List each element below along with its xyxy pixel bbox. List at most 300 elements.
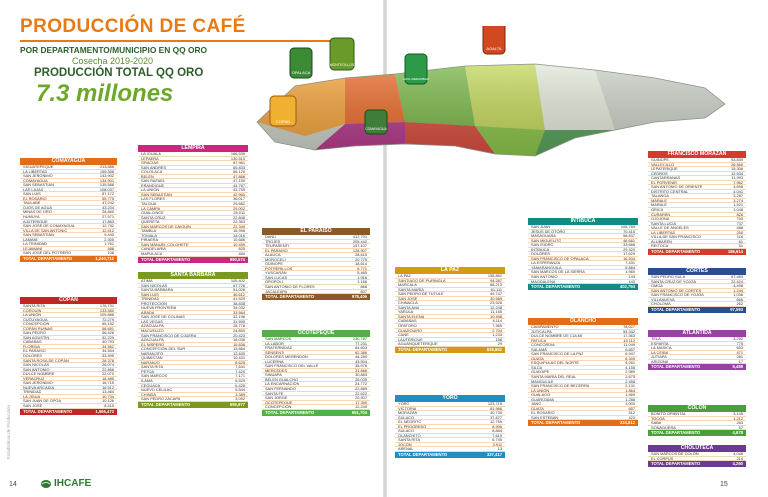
- municipality-name: SANTA CRUZ DE YOJOA: [651, 279, 697, 284]
- municipality-name: SANTA CRUZ: [141, 215, 166, 220]
- municipality-name: DOLORES MERENDÓN: [265, 355, 308, 359]
- municipality-name: DULCE NOMBRE DE CULMÍ: [531, 334, 583, 338]
- honduras-map: [235, 26, 735, 170]
- production-value: 3,145: [733, 412, 743, 416]
- municipality-name: CEDROS: [651, 171, 668, 176]
- municipality-name: NUEVA ARCADIA: [23, 385, 55, 390]
- production-value: 17,390: [355, 400, 367, 405]
- municipality-name: SABA: [651, 421, 662, 425]
- production-value: 108,037: [99, 187, 114, 192]
- production-value: 28,378: [102, 358, 114, 363]
- production-value: 22,622: [355, 391, 367, 396]
- municipality-name: SAN FRANCISCO DE OPALACA: [531, 256, 589, 261]
- total-value: 4,678: [732, 430, 743, 436]
- municipality-name: MINAS DE ORO: [23, 210, 52, 215]
- municipality-name: COLOLACA: [141, 170, 163, 174]
- municipality-name: CANE: [398, 333, 409, 337]
- municipality-name: CEGUACA: [141, 383, 161, 388]
- map-badge-copan: [270, 96, 296, 126]
- table-total-row: [138, 402, 248, 408]
- municipality-name: SAN FRANCISCO DE OJUERA: [141, 333, 197, 338]
- municipality-name: CHINDA: [141, 392, 156, 397]
- production-value: 130,787: [352, 337, 367, 341]
- total-label: TOTAL DEPARTAMENTO: [23, 408, 73, 414]
- production-value: 78,027: [623, 325, 635, 329]
- production-value: 22,424: [731, 279, 743, 284]
- municipality-name: SAN JOSÉ DE COLINAS: [141, 315, 185, 319]
- production-value: 1,469: [625, 393, 635, 398]
- production-value: 56,426: [102, 331, 114, 336]
- municipality-name: LA TRINIDAD: [23, 242, 47, 246]
- municipality-name: JUTIAPA: [651, 355, 667, 359]
- production-value: 17,363: [623, 334, 635, 339]
- municipality-name: CONCEPCIÓN: [23, 322, 50, 326]
- municipality-name: BELÉN: [141, 174, 154, 179]
- municipality-name: SENSENTI: [265, 350, 285, 355]
- production-value: 5,544: [235, 388, 245, 393]
- municipality-name: EL ROSARIO: [531, 411, 555, 415]
- map-label-comayagua: COMAYAGUA: [365, 127, 387, 131]
- production-value: 3,287: [733, 194, 743, 199]
- production-value: 34,554: [102, 349, 114, 354]
- production-value: 77,231: [355, 341, 367, 346]
- map-badge-comayagua: [365, 110, 388, 134]
- municipality-name: SANTIAGO DE PURINGLA: [398, 278, 446, 283]
- production-value: 47,150: [233, 179, 245, 184]
- municipality-name: TROJES: [265, 239, 281, 244]
- production-value: 157,107: [352, 244, 367, 249]
- municipality-name: MACUELIZO: [141, 329, 164, 333]
- production-value: 65,833: [233, 165, 245, 170]
- table-total-row: [20, 256, 117, 262]
- municipality-name: LAS FLORES: [141, 197, 166, 202]
- table-total-row: [648, 430, 746, 436]
- municipality-name: AJUTERIQUE: [23, 219, 48, 224]
- municipality-name: ALUBARÉN: [651, 239, 672, 244]
- production-value: 18,036: [233, 338, 245, 343]
- total-value: 980,574: [229, 256, 245, 262]
- production-value: 250: [736, 230, 743, 235]
- municipality-name: LA UNIÓN: [141, 188, 160, 192]
- table-ocotepeque: [262, 330, 370, 416]
- production-value: 23,928: [490, 301, 502, 306]
- production-value: 29,682: [233, 202, 245, 207]
- municipality-name: MARALE: [651, 198, 667, 203]
- production-value: 10,431: [233, 356, 245, 361]
- municipality-name: INTIBUCÁ: [531, 247, 550, 252]
- total-label: TOTAL DEPARTAMENTO: [651, 430, 701, 436]
- production-value: 1,000: [625, 402, 635, 407]
- table-header: ATLÁNTIDA: [648, 330, 746, 337]
- production-value: 43,504: [355, 359, 367, 364]
- municipality-name: GÜINOPE: [265, 262, 283, 266]
- municipality-name: OJOS DE AGUA: [23, 205, 52, 210]
- municipality-name: LA ESPERANZA: [531, 261, 561, 265]
- municipality-name: SINUAPA: [265, 373, 282, 377]
- total-value: 978,406: [351, 294, 367, 300]
- production-value: 205,442: [352, 239, 367, 244]
- production-value: 24,850: [233, 329, 245, 334]
- production-value: 46,612: [233, 292, 245, 297]
- production-value: 155,358: [99, 169, 114, 174]
- municipality-name: MANGULILE: [531, 379, 554, 384]
- production-value: 7,431: [625, 261, 635, 266]
- production-value: 27,571: [102, 215, 114, 220]
- production-value: 17,863: [102, 219, 114, 224]
- municipality-name: MAPULACA: [141, 252, 163, 256]
- municipality-name: REITOCA: [651, 244, 669, 248]
- production-value: 10,686: [233, 238, 245, 243]
- coffee-bean-icon: [40, 479, 52, 489]
- table-intibuca: [528, 218, 638, 290]
- production-value: 8,625: [235, 360, 245, 365]
- harvest-label: Cosecha 2019-2020: [72, 56, 154, 66]
- production-value: 68,213: [490, 283, 502, 288]
- table-header: COPÁN: [20, 297, 117, 304]
- table-total-row: [648, 249, 746, 255]
- production-value: 2,131: [625, 384, 635, 389]
- municipality-name: YORO: [398, 402, 410, 406]
- municipality-name: MOROCELÍ: [265, 257, 286, 262]
- municipality-name: CABAÑAS: [23, 340, 42, 344]
- municipality-name: LA PAZ: [398, 274, 411, 278]
- production-value: 6,857: [625, 347, 635, 352]
- municipality-name: SAN FRANCISCO DE LA PAZ: [531, 352, 584, 356]
- municipality-name: QUERÉTA: [141, 220, 160, 224]
- table-total-row: [262, 294, 370, 300]
- municipality-name: SULACO: [398, 415, 414, 420]
- municipality-name: ALAUCA: [265, 253, 281, 257]
- table-header: LEMPIRA: [138, 145, 248, 152]
- total-label: TOTAL DEPARTAMENTO: [265, 294, 315, 300]
- production-value: 25,035: [355, 377, 367, 382]
- municipality-name: CHOLOMA: [651, 302, 671, 306]
- production-value: 35,976: [355, 364, 367, 369]
- production-value: 176,731: [99, 304, 114, 308]
- production-value: 1,916: [357, 275, 367, 280]
- municipality-name: MARALE: [651, 203, 667, 208]
- production-value: 42,960: [233, 192, 245, 197]
- municipality-name: QUIMISTÁN: [141, 356, 163, 360]
- production-value: 13,464: [102, 390, 114, 395]
- production-value: 17,629: [623, 252, 635, 257]
- production-value: 1,166: [357, 280, 367, 285]
- municipality-name: ESQUIPULAS DEL NORTE: [531, 361, 579, 365]
- municipality-name: SAN NICOLÁS: [141, 283, 168, 288]
- municipality-name: SAN MARCOS DE CAIQUÍN: [141, 224, 191, 229]
- municipality-name: NUEVO CELILAC: [141, 388, 173, 392]
- production-value: 10,734: [102, 394, 114, 399]
- municipality-name: SAN FRANCISCO DE YOJOA: [651, 293, 704, 297]
- municipality-name: LAUTERIQUE: [398, 337, 423, 342]
- production-value: 826: [736, 212, 743, 217]
- municipality-name: NARANJITO: [141, 351, 163, 356]
- municipality-name: BELÉN GUALCHO: [265, 377, 299, 382]
- production-value: 52,229: [102, 335, 114, 340]
- municipality-name: SAN JOSÉ DEL POTRERO: [23, 251, 72, 255]
- municipality-name: SULACO: [398, 429, 414, 433]
- municipality-name: SAN MARCOS DE COLÓN: [651, 452, 699, 456]
- municipality-name: CUCUYAGUA: [23, 317, 48, 322]
- total-label: TOTAL DEPARTAMENTO: [531, 284, 581, 290]
- total-value: 186,614: [727, 248, 743, 254]
- municipality-name: JESÚS DE OTORO: [531, 229, 566, 234]
- production-value: 25,011: [233, 211, 245, 216]
- total-label: TOTAL DEPARTAMENTO: [398, 452, 448, 458]
- table-header: SANTA BÁRBARA: [138, 272, 248, 279]
- municipality-name: TELA: [651, 337, 661, 341]
- production-value: 6,426: [235, 383, 245, 388]
- production-value: 156,861: [487, 274, 502, 278]
- table-yoro: [395, 395, 505, 458]
- production-value: 15,836: [233, 342, 245, 347]
- production-value: 29,002: [233, 206, 245, 211]
- municipality-name: SAN FRANCISCO DEL VALLE: [265, 364, 319, 368]
- municipality-name: LAS LAJAS: [23, 187, 44, 192]
- municipality-name: SAN JOSÉ: [398, 296, 418, 301]
- table-choluteca: [648, 445, 746, 467]
- municipality-name: GUAYAPE: [531, 370, 550, 375]
- production-value: 825: [238, 247, 245, 252]
- total-label: TOTAL DEPARTAMENTO: [141, 256, 191, 262]
- map-badge-opalaca: [290, 48, 312, 78]
- municipality-name: LEJAMANÍ: [23, 246, 43, 251]
- map-badge-montecillos: [330, 38, 355, 70]
- municipality-name: SAN AGUSTÍN: [23, 335, 50, 340]
- production-value: 22,889: [355, 387, 367, 392]
- municipality-name: SAN LUIS: [141, 292, 159, 297]
- municipality-name: SAN PEDRO ZACAPA: [141, 397, 181, 401]
- municipality-name: EL PARAÍSO: [23, 349, 46, 354]
- total-value: 1,066,473: [95, 408, 114, 414]
- production-value: 158: [495, 337, 502, 342]
- production-value: 32,196: [233, 315, 245, 320]
- production-value: 16,512: [102, 385, 114, 390]
- production-value: 4,698: [733, 185, 743, 190]
- municipality-name: SANTA FE: [265, 391, 284, 396]
- production-value: 11,049: [623, 343, 635, 348]
- production-value: 34,032: [233, 306, 245, 311]
- total-value: 1,240,712: [95, 255, 114, 261]
- municipality-name: ESPARTA: [651, 341, 669, 346]
- table-header: YORO: [395, 395, 505, 402]
- production-value: 143: [628, 279, 635, 284]
- table-total-row: [528, 420, 638, 426]
- production-value: 13: [497, 447, 502, 452]
- production-value: 43,759: [233, 188, 245, 193]
- production-value: 12,732: [102, 224, 114, 229]
- production-value: 135,588: [99, 183, 114, 188]
- municipality-name: YAMARANGUILA: [531, 265, 562, 270]
- municipality-name: SAN PEDRO DE TUTULE: [398, 292, 444, 296]
- municipality-name: LA IGUALA: [141, 152, 161, 156]
- production-value: 47,886: [233, 174, 245, 179]
- municipality-name: SAN ANDRÉS: [141, 165, 167, 170]
- production-value: 14,016: [233, 233, 245, 238]
- municipality-name: YUSCARÁN: [265, 271, 287, 275]
- table-header: COLÓN: [648, 405, 746, 412]
- production-value: 4,261: [625, 361, 635, 366]
- production-value: 26,560: [731, 162, 743, 167]
- municipality-name: FLORIDA: [23, 344, 40, 349]
- table-header: FRANCISCO MORAZÁN: [648, 151, 746, 158]
- municipality-name: OCOTEPEQUE: [265, 400, 293, 405]
- table-total-row: [648, 364, 746, 370]
- municipality-name: EL ROSARIO: [23, 196, 47, 201]
- municipality-name: VILLA DE SAN ANTONIO: [23, 228, 68, 233]
- production-value: 22,070: [102, 372, 114, 377]
- municipality-name: TAULABÉ: [23, 201, 41, 205]
- production-value: 3,911: [492, 442, 502, 447]
- municipality-name: SAN JUAN DE OPOA: [23, 399, 62, 404]
- production-value: 7,420: [235, 369, 245, 374]
- production-value: 2,675: [625, 375, 635, 380]
- municipality-name: OMOA: [651, 284, 663, 288]
- production-value: 134,901: [99, 178, 114, 183]
- municipality-name: SANTA MARÍA: [398, 287, 424, 292]
- municipality-name: LA CAMPA: [141, 206, 161, 211]
- production-value: 7,365: [492, 324, 502, 329]
- municipality-name: VALLECILLO: [651, 162, 675, 167]
- production-value: 44,767: [233, 183, 245, 188]
- municipality-name: SAN ANTONIO: [531, 275, 558, 279]
- production-value: 105,402: [230, 279, 245, 283]
- municipality-name: CANDELARIA: [141, 247, 166, 252]
- production-value: 16,996: [233, 229, 245, 234]
- municipality-name: AZACUALPA: [141, 324, 164, 329]
- production-value: 20,907: [355, 396, 367, 401]
- production-value: 6,771: [357, 266, 367, 271]
- municipality-name: SANTA LUCÍA: [651, 221, 677, 226]
- table-la-paz: [395, 267, 505, 353]
- table-colon: [648, 405, 746, 436]
- municipality-name: SAN SEBASTIÁN: [23, 233, 54, 237]
- table-header: CORTÉS: [648, 268, 746, 275]
- production-value: 214: [736, 456, 743, 461]
- table-el-paraiso: [262, 228, 370, 300]
- production-value: 11,165: [490, 310, 502, 315]
- production-value: 262: [736, 302, 743, 307]
- municipality-name: LAMANÍ: [23, 237, 38, 242]
- municipality-name: ATIMA: [141, 279, 153, 283]
- municipality-name: LA JIGUA: [23, 394, 41, 399]
- municipality-name: SAN ISIDRO: [531, 243, 554, 247]
- production-value: 15,112: [623, 338, 635, 343]
- municipality-name: FRATERNIDAD: [265, 346, 293, 350]
- production-value: 6,300: [625, 356, 635, 361]
- table-total-row: [138, 257, 248, 263]
- production-value: 471: [736, 350, 743, 355]
- production-value: 29: [497, 342, 502, 347]
- production-value: 37,877: [490, 415, 502, 420]
- production-value: 1,233: [492, 333, 502, 338]
- municipality-name: ILAMA: [141, 379, 153, 383]
- production-value: 24,772: [355, 382, 367, 387]
- page-number-right: 15: [720, 481, 728, 488]
- municipality-name: SANTA MARÍA DEL REAL: [531, 375, 577, 379]
- production-value: 128,907: [352, 248, 367, 253]
- municipality-name: SAN ANTONIO: [23, 367, 50, 372]
- municipality-name: LA LIBERTAD: [23, 169, 48, 174]
- production-value: 26,074: [102, 363, 114, 368]
- production-value: 10,459: [233, 242, 245, 247]
- production-value: 46,681: [623, 238, 635, 243]
- municipality-name: LEPATERIQUE: [651, 167, 678, 171]
- production-value: 17: [738, 359, 743, 364]
- production-value: 18,480: [102, 376, 114, 381]
- production-value: 6,745: [492, 438, 502, 443]
- production-value: 13,664: [233, 347, 245, 352]
- municipality-name: CANTARRANAS: [651, 176, 681, 180]
- production-value: 36,017: [233, 197, 245, 202]
- production-value: 47,242: [102, 201, 114, 206]
- page-title: PRODUCCIÓN DE CAFÉ: [20, 16, 246, 37]
- municipality-name: HUMUYA: [23, 215, 40, 219]
- municipality-name: SANTA BÁRBARA: [141, 288, 174, 292]
- production-value: 16,715: [102, 381, 114, 386]
- total-label: TOTAL DEPARTAMENTO: [398, 346, 448, 352]
- production-value: 3,389: [235, 392, 245, 397]
- production-value: 87,172: [102, 192, 114, 197]
- production-value: 1,212: [733, 416, 743, 421]
- production-value: 105,785: [620, 225, 635, 229]
- production-value: 87,961: [233, 161, 245, 166]
- ihcafe-logo: [40, 478, 91, 489]
- production-value: 2,704: [492, 328, 502, 333]
- municipality-name: LA MASICA: [651, 346, 672, 350]
- municipality-name: SANTA ELENA: [398, 314, 425, 319]
- production-value: 753: [736, 217, 743, 222]
- municipality-name: AZACUALPA: [141, 338, 164, 342]
- municipality-name: EL PARAÍSO: [265, 248, 288, 253]
- municipality-name: DULCE NOMBRE: [23, 372, 55, 376]
- table-header: EL PARAÍSO: [262, 228, 370, 235]
- map-label-montecillos: MONTECILLOS: [329, 63, 355, 67]
- municipality-name: COMAYAGUA: [23, 178, 48, 183]
- production-value: 40,793: [102, 340, 114, 345]
- municipality-name: ERANDIQUE: [141, 183, 165, 188]
- municipality-name: ARENAL: [398, 447, 414, 452]
- production-value: 116: [736, 235, 743, 240]
- table-header: OLANCHO: [528, 318, 638, 325]
- municipality-name: SAN MIGUELITO: [531, 238, 562, 243]
- table-header: INTIBUCÁ: [528, 218, 638, 225]
- municipality-name: CORQUÍN: [23, 308, 42, 313]
- production-value: 58,837: [623, 234, 635, 239]
- production-value: 67,726: [233, 283, 245, 288]
- municipality-name: GRACIAS: [141, 161, 159, 165]
- total-label: TOTAL DEPARTAMENTO: [531, 420, 581, 426]
- municipality-name: GUALACO: [531, 393, 551, 397]
- logo-text: IHCAFE: [54, 478, 92, 489]
- production-value: 12,512: [102, 228, 114, 233]
- production-value: 55,775: [102, 196, 114, 201]
- production-value: 1,048: [733, 208, 743, 213]
- total-value: 97,593: [730, 306, 743, 312]
- production-value: 7,619: [492, 433, 502, 438]
- production-value: 18,614: [355, 262, 367, 267]
- municipality-name: JUTICALPA: [531, 329, 552, 334]
- municipality-name: TALANGA: [651, 194, 669, 198]
- production-value: 607: [360, 289, 367, 294]
- production-value: 213,886: [99, 165, 114, 169]
- total-label: TOTAL DEPARTAMENTO: [265, 409, 315, 415]
- municipality-name: SANTA ANA: [398, 305, 420, 310]
- municipality-name: ARADA: [141, 310, 155, 315]
- municipality-name: JANO: [531, 402, 542, 406]
- map-label-agalta: AGALTA: [486, 46, 502, 51]
- production-value: 65,152: [102, 322, 114, 327]
